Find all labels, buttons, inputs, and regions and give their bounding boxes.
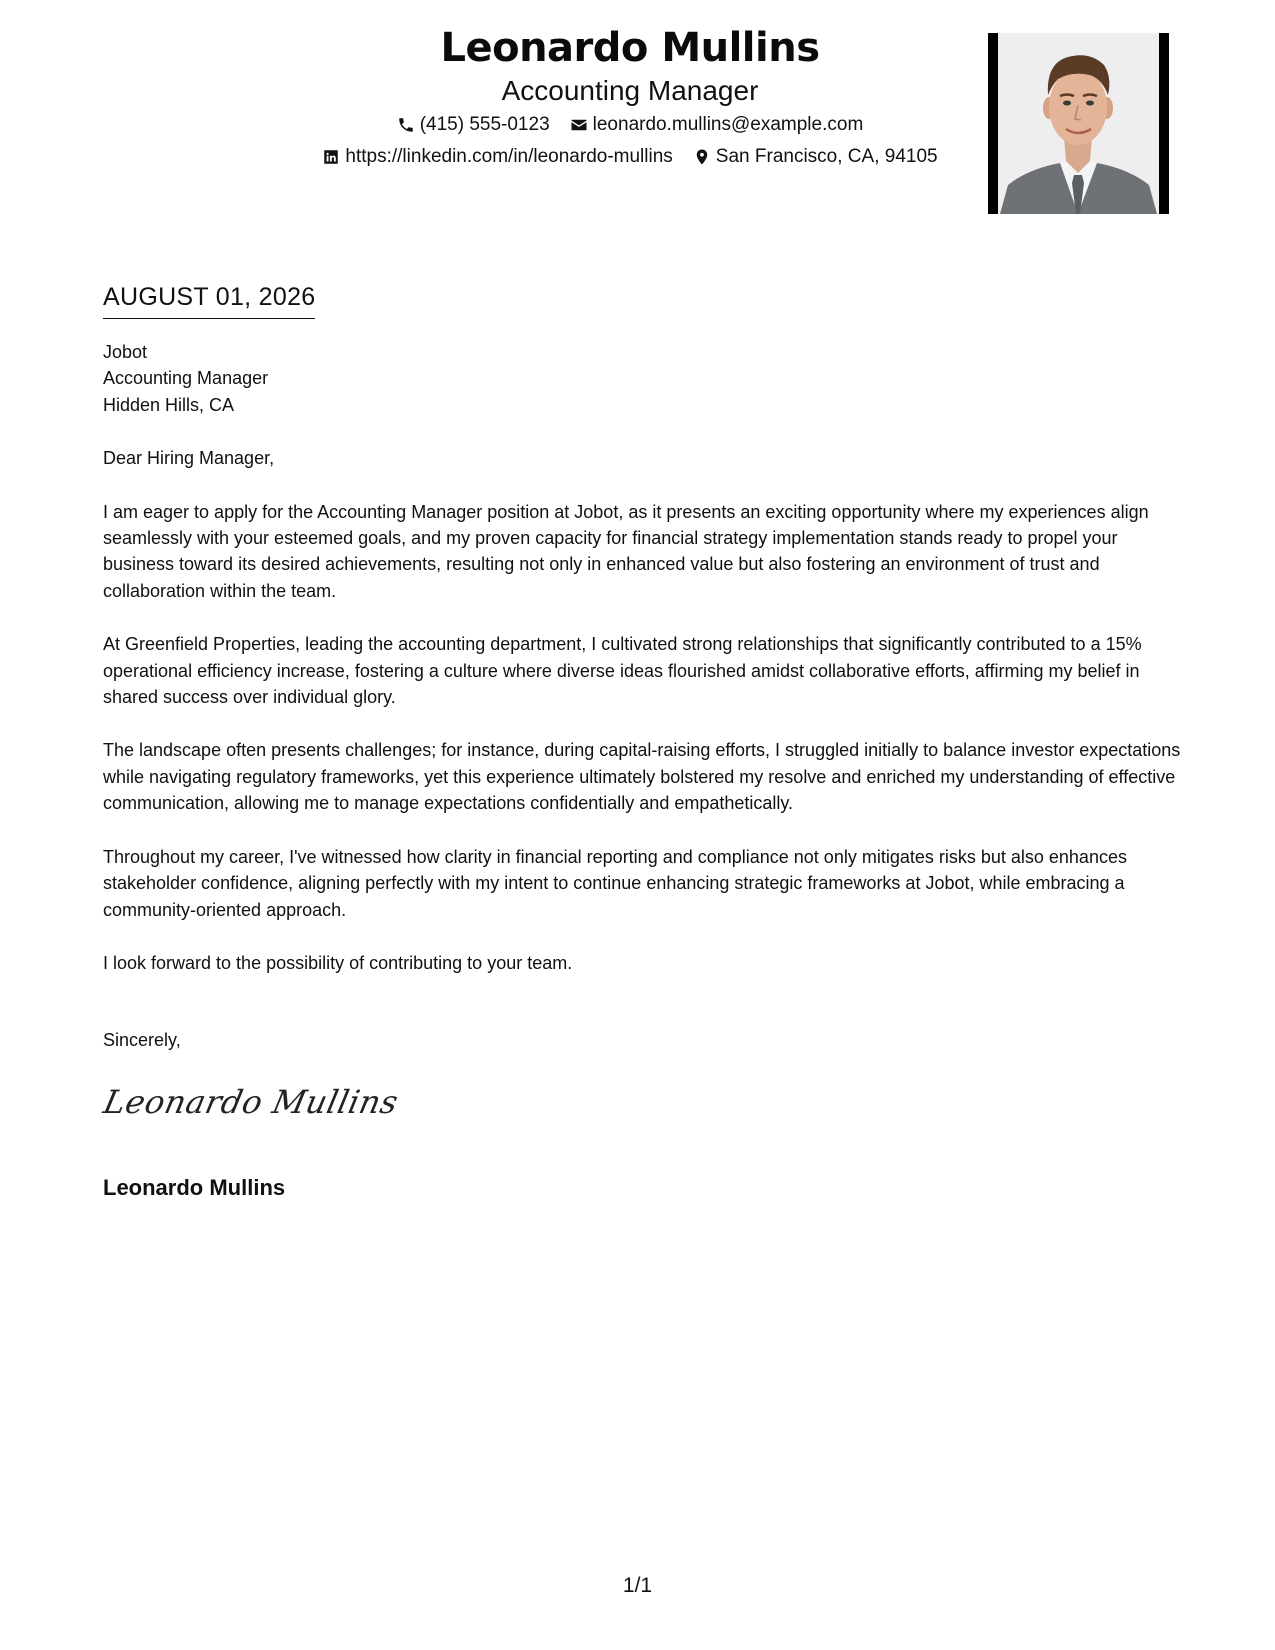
linkedin-icon bbox=[322, 148, 340, 166]
applicant-title: Accounting Manager bbox=[501, 75, 759, 106]
linkedin-text: https://linkedin.com/in/leonardo-mullins bbox=[345, 146, 673, 167]
contact-linkedin[interactable] bbox=[322, 142, 672, 172]
contact-email[interactable] bbox=[570, 110, 864, 140]
contact-location bbox=[693, 142, 938, 172]
recipient-position: Accounting Manager bbox=[103, 368, 269, 389]
signed-name: Leonardo Mullins bbox=[103, 1175, 286, 1200]
closing: Sincerely, bbox=[103, 1030, 181, 1051]
phone-text: (415) 555-0123 bbox=[419, 114, 550, 135]
salutation: Dear Hiring Manager, bbox=[103, 448, 275, 469]
location-text: San Francisco, CA, 94105 bbox=[715, 146, 938, 167]
profile-photo bbox=[988, 33, 1169, 214]
letter-body bbox=[103, 339, 1181, 1054]
body-paragraph-5: I look forward to the possibility of contributing to your team. bbox=[103, 952, 573, 973]
body-paragraph-1: I am eager to apply for the Accounting Manager position at Jobot, as it presents an exciting opportunity where my experiences align seamlessly with your esteemed goals, and my proven capacity for financial strategy implementation stands ready to propel your business toward its desired achievements, resulting not only in enhanced value but also fostering an environment of trust and collaboration within the team. bbox=[103, 501, 1149, 601]
map-pin-icon bbox=[693, 148, 711, 166]
letter-date: AUGUST 01, 2026 bbox=[103, 280, 315, 319]
contact-phone[interactable] bbox=[397, 110, 550, 140]
body-paragraph-2: At Greenfield Properties, leading the accounting department, I cultivated strong relationships that significantly contributed to a 15% operational efficiency increase, fostering a culture where diverse ideas flourished amidst collaborative efforts, affirming my belief in shared success over individual glory. bbox=[103, 634, 1142, 708]
email-text: leonardo.mullins@example.com bbox=[592, 114, 864, 135]
contact-row-secondary bbox=[290, 142, 970, 172]
phone-icon bbox=[397, 116, 415, 134]
page-number: 1/1 bbox=[622, 1574, 653, 1597]
recipient-company: Jobot bbox=[103, 342, 148, 362]
header bbox=[290, 22, 970, 172]
portrait-image bbox=[998, 33, 1159, 214]
envelope-icon bbox=[570, 116, 588, 134]
date-section bbox=[103, 280, 315, 319]
body-paragraph-3: The landscape often presents challenges; for instance, during capital-raising efforts, I struggled initially to balance investor expectations while navigating regulatory frameworks, yet this experience ultimately bolstered my resolve and enriched my understanding of effective communication, allowing me to manage expectations confidentially and empathetically. bbox=[103, 740, 1181, 814]
recipient-location: Hidden Hills, CA bbox=[103, 394, 235, 415]
recipient-block bbox=[103, 339, 1181, 418]
body-paragraph-4: Throughout my career, I've witnessed how clarity in financial reporting and compliance not only mitigates risks but also enhances stakeholder confidence, aligning perfectly with my intent to continue enhancing strategic frameworks at Jobot, while embracing a community-oriented approach. bbox=[103, 846, 1127, 920]
applicant-name: Leonardo Mullins bbox=[440, 25, 820, 71]
handwritten-signature: Leonardo Mullins bbox=[100, 1083, 402, 1121]
contact-row-primary bbox=[290, 110, 970, 140]
